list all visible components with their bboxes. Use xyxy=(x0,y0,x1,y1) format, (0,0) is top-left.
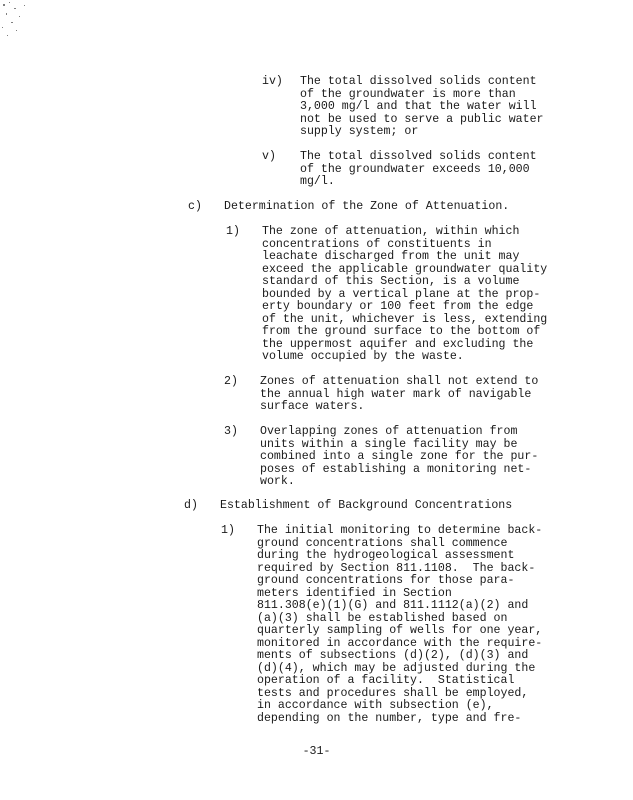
item-line: poses of establishing a monitoring net- xyxy=(260,462,532,476)
item-line: the uppermost aquifer and excluding the xyxy=(262,337,534,351)
item-line: erty boundary or 100 feet from the edge xyxy=(262,300,534,313)
scan-speck xyxy=(24,5,25,6)
subitem-line: of the groundwater is more than xyxy=(300,87,516,101)
item-label: 2) xyxy=(224,375,238,388)
item-line: the annual high water mark of navigable xyxy=(260,387,532,401)
item-line: quarterly sampling of wells for one year, xyxy=(257,624,543,637)
scan-speck xyxy=(2,27,3,28)
subitem-label: v) xyxy=(262,150,276,163)
item-line: tests and procedures shall be employed, xyxy=(257,686,529,700)
item-line: meters identified in Section xyxy=(257,586,452,600)
item-line: standard of this Section, is a volume xyxy=(262,275,520,288)
item-line: (a)(3) shall be established based on xyxy=(257,611,508,625)
item-line: during the hydrogeological assessment xyxy=(257,549,515,562)
scan-speck xyxy=(16,30,17,31)
item-line: combined into a single zone for the pur- xyxy=(260,450,539,463)
subitem-line: The total dissolved solids content xyxy=(300,75,537,88)
item-line: exceed the applicable groundwater quality xyxy=(262,262,548,276)
scan-speck xyxy=(3,4,5,6)
item-line: units within a single facility may be xyxy=(260,437,518,451)
scan-speck xyxy=(7,35,8,36)
scan-speck xyxy=(6,13,7,15)
item-line: ground concentrations for those para- xyxy=(257,574,515,587)
item-line: required by Section 811.1108. The back- xyxy=(257,561,536,575)
item-line: (d)(4), which may be adjusted during the xyxy=(257,661,536,675)
item-line: concentrations of constituents in xyxy=(262,237,492,251)
item-line: ground concentrations shall commence xyxy=(257,536,508,550)
item-line: ments of subsections (d)(2), (d)(3) and xyxy=(257,649,529,662)
subitem-line: 3,000 mg/l and that the water will xyxy=(300,100,537,113)
item-line: depending on the number, type and fre- xyxy=(257,711,522,725)
page-number: -31- xyxy=(302,745,331,758)
item-line: in accordance with subsection (e), xyxy=(257,699,494,712)
item-line: work. xyxy=(260,475,295,488)
item-line: of the unit, whichever is less, extending xyxy=(262,312,548,326)
item-line: leachate discharged from the unit may xyxy=(262,250,520,263)
item-line: 811.308(e)(1)(G) and 811.1112(a)(2) and xyxy=(257,599,529,612)
item-line: Overlapping zones of attenuation from xyxy=(260,425,518,438)
item-line: Zones of attenuation shall not extend to xyxy=(260,375,539,388)
item-label: 1) xyxy=(221,524,235,537)
item-line: bounded by a vertical plane at the prop- xyxy=(262,287,541,301)
section-label: d) xyxy=(184,499,198,512)
item-label: 3) xyxy=(224,425,238,438)
item-line: The zone of attenuation, within which xyxy=(262,225,520,238)
item-line: from the ground surface to the bottom of xyxy=(262,325,541,338)
scan-speck xyxy=(9,2,10,3)
subitem-line: not be used to serve a public water xyxy=(300,112,544,126)
subitem-label: iv) xyxy=(262,75,283,88)
scan-speck xyxy=(19,16,20,17)
section-heading: Determination of the Zone of Attenuation. xyxy=(224,200,510,213)
subitem-line: of the groundwater exceeds 10,000 xyxy=(300,162,530,176)
subitem-line: supply system; or xyxy=(300,125,419,138)
subitem-line: mg/l. xyxy=(300,175,335,188)
scan-speck xyxy=(14,8,16,9)
section-label: c) xyxy=(188,200,202,213)
section-heading: Establishment of Background Concentrations xyxy=(220,499,513,512)
item-label: 1) xyxy=(226,225,240,238)
item-line: volume occupied by the waste. xyxy=(262,350,464,363)
item-line: The initial monitoring to determine back- xyxy=(257,524,543,537)
item-line: surface waters. xyxy=(260,400,365,413)
item-line: monitored in accordance with the require- xyxy=(257,636,543,650)
scan-speck xyxy=(11,22,13,23)
item-line: operation of a facility. Statistical xyxy=(257,674,515,687)
subitem-line: The total dissolved solids content xyxy=(300,150,537,163)
